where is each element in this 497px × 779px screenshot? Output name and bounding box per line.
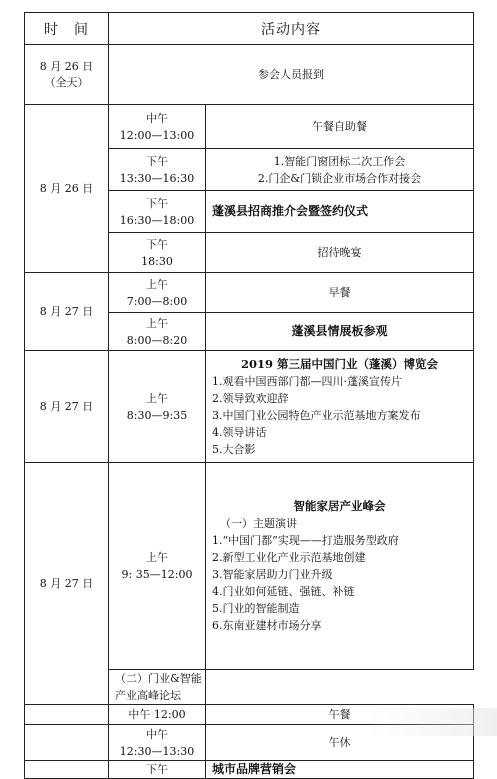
table-row xyxy=(25,45,474,105)
time-period: 中午 xyxy=(146,727,168,741)
activity-cell: 蓬溪县情展板参观 xyxy=(206,313,474,351)
time-period: 下午 xyxy=(146,237,168,251)
time-cell: 中午 12:00 xyxy=(109,705,206,725)
section-heading: （一）主题演讲 xyxy=(220,517,297,530)
time-range: 12:00—13:00 xyxy=(119,128,195,142)
time-cell xyxy=(109,191,206,233)
list-item: 2.门企&门锁企业市场合作对接会 xyxy=(257,171,422,185)
time-cell xyxy=(109,233,206,273)
activity-cell: 招待晚宴 xyxy=(206,233,474,273)
list-item: 2.领导致欢迎辞 xyxy=(212,391,289,405)
activity-cell xyxy=(206,149,474,191)
time-period: 中午 xyxy=(146,111,168,125)
activity-cell: 参会人员报到 xyxy=(109,45,474,105)
header-content: 活动内容 xyxy=(109,13,474,45)
time-cell xyxy=(109,351,206,463)
list-item: 3.智能家居助力门业升级 xyxy=(212,568,333,581)
time-cell xyxy=(109,273,206,313)
activity-cell: 午餐自助餐 xyxy=(206,105,474,149)
time-range: 8:00—8:20 xyxy=(126,333,188,347)
date-cell: 8 月 27 日 xyxy=(25,463,109,705)
date-text: 8 月 26 日 xyxy=(39,59,94,73)
activity-cell: 蓬溪县招商推介会暨签约仪式 xyxy=(206,191,474,233)
list-item: 2.新型工业化产业示范基地创建 xyxy=(212,551,366,564)
time-range: 9: 35—12:00 xyxy=(121,568,193,581)
time-range: 12:30—13:30 xyxy=(119,744,195,758)
date-cell xyxy=(25,761,109,779)
activity-cell: （二）门业&智能产业高峰论坛 xyxy=(109,670,206,705)
time-cell xyxy=(109,313,206,351)
date-cell: 8 月 26 日 xyxy=(25,105,109,273)
list-item: 4.门业如何延链、强链、补链 xyxy=(212,585,355,598)
activity-cell xyxy=(206,351,474,463)
date-note: （全天） xyxy=(44,75,89,89)
list-item: 1.“中国门都”实现——打造服务型政府 xyxy=(212,534,399,547)
list-item: 1.智能门窗团标二次工作会 xyxy=(273,154,406,168)
table-row xyxy=(25,761,474,779)
time-period: 上午 xyxy=(146,551,168,564)
date-cell xyxy=(25,725,109,761)
list-item: 5.大合影 xyxy=(212,442,256,456)
event-title: 2019 第三届中国门业（蓬溪）博览会 xyxy=(240,356,438,371)
time-period: 上午 xyxy=(146,277,168,291)
time-cell xyxy=(109,725,206,761)
activity-cell: 午餐 xyxy=(206,705,474,725)
activity-cell: 城市品牌营销会 xyxy=(206,761,474,779)
table-row xyxy=(25,351,474,463)
list-item: 6.东南亚建材市场分享 xyxy=(212,619,322,632)
list-item: 1.观看中国西部门都—四川·蓬溪宣传片 xyxy=(212,374,402,388)
time-range: 8:30—9:35 xyxy=(126,408,188,422)
header-time: 时 间 xyxy=(25,13,109,45)
time-range: 7:00—8:00 xyxy=(126,294,188,308)
header-row xyxy=(25,13,474,45)
date-cell: 8 月 27 日 xyxy=(25,273,109,351)
time-cell: 下午 xyxy=(109,761,206,779)
time-cell xyxy=(109,463,206,670)
time-range: 16:30—18:00 xyxy=(119,213,195,227)
event-title: 智能家居产业峰会 xyxy=(293,499,386,513)
date-cell: 8 月 27 日 xyxy=(25,351,109,463)
table-row xyxy=(25,105,474,149)
time-cell xyxy=(109,105,206,149)
time-range: 18:30 xyxy=(141,254,173,268)
time-period: 上午 xyxy=(146,316,168,330)
time-range: 13:30—16:30 xyxy=(119,171,195,185)
time-period: 上午 xyxy=(146,391,168,405)
watermark-overlay xyxy=(368,708,497,736)
time-period: 下午 xyxy=(146,154,168,168)
table-row xyxy=(25,273,474,313)
table-row xyxy=(25,463,474,670)
activity-cell: 午休 xyxy=(206,725,474,761)
date-cell xyxy=(25,45,109,105)
activity-cell xyxy=(206,463,474,670)
list-item: 5.门业的智能制造 xyxy=(212,602,300,615)
list-item: 4.领导讲话 xyxy=(212,425,267,439)
time-period: 下午 xyxy=(146,196,168,210)
time-cell xyxy=(109,149,206,191)
activity-cell: 早餐 xyxy=(206,273,474,313)
list-item: 3.中国门业公园特色产业示范基地方案发布 xyxy=(212,408,421,422)
date-cell xyxy=(25,705,109,725)
schedule-table xyxy=(24,12,474,779)
